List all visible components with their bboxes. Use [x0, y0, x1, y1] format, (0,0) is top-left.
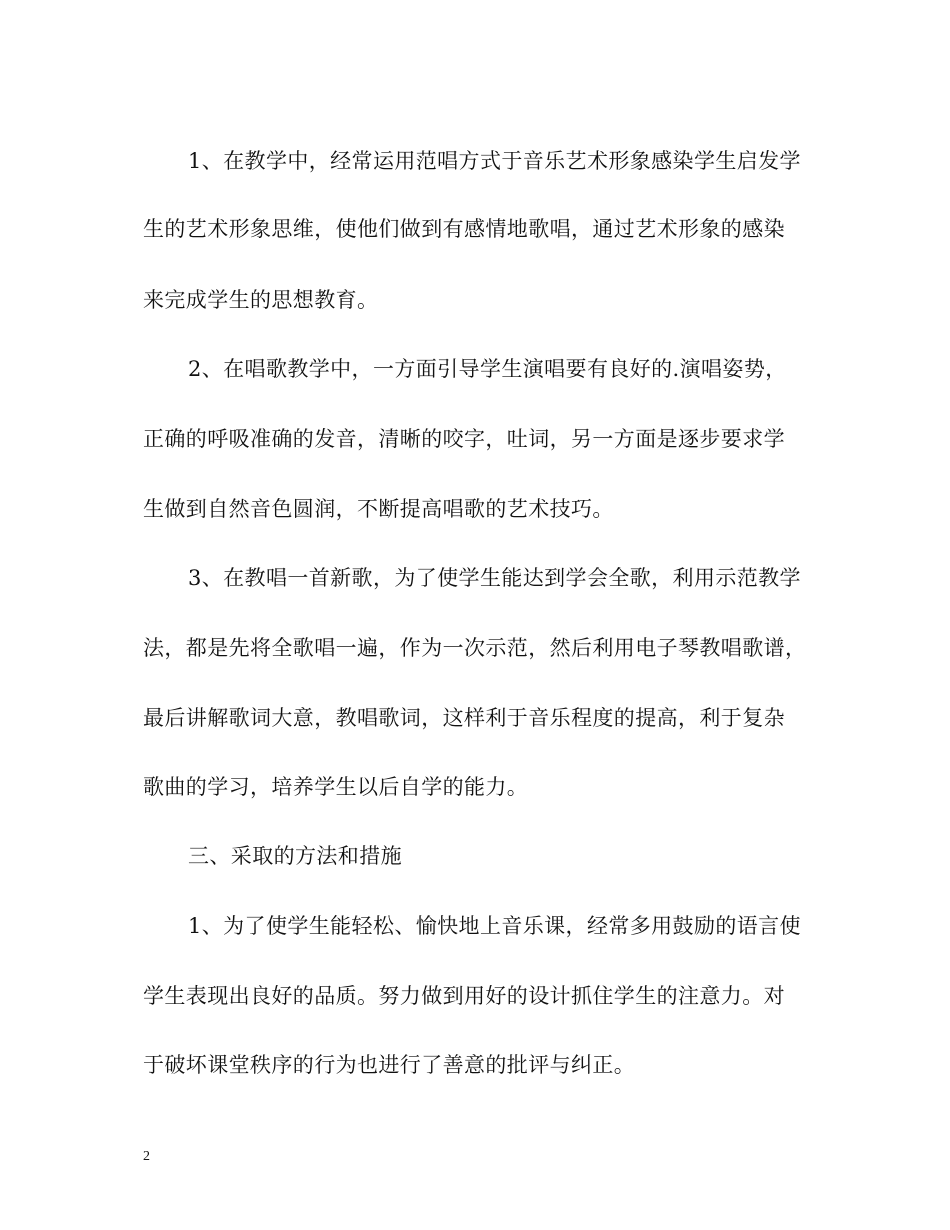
text-line: 学生表现出良好的品质。努力做到用好的设计抓住学生的注意力。对 [143, 984, 785, 1008]
text-line: 生做到自然音色圆润，不断提高唱歌的艺术技巧。 [143, 497, 614, 521]
text-line: 1、在教学中，经常运用范唱方式于音乐艺术形象感染学生启发学 [188, 149, 801, 173]
text-line: 法，都是先将全歌唱一遍，作为一次示范，然后利用电子琴教唱歌谱， [143, 636, 807, 660]
section-heading: 三、采取的方法和措施 [188, 844, 402, 868]
text-line: 2、在唱歌教学中，一方面引导学生演唱要有良好的.演唱姿势， [188, 357, 787, 381]
text-line: 生的艺术形象思维，使他们做到有感情地歌唱，通过艺术形象的感染 [143, 217, 785, 241]
page-number: 2 [143, 1149, 150, 1164]
text-line: 于破坏课堂秩序的行为也进行了善意的批评与纠正。 [143, 1053, 636, 1077]
text-line: 1、为了使学生能轻松、愉快地上音乐课，经常多用鼓励的语言使 [188, 914, 801, 938]
text-line: 最后讲解歌词大意，教唱歌词，这样利于音乐程度的提高，利于复杂 [143, 706, 785, 730]
text-line: 来完成学生的思想教育。 [143, 288, 379, 312]
text-line: 歌曲的学习，培养学生以后自学的能力。 [143, 775, 529, 799]
text-line: 正确的呼吸准确的发音，清晰的咬字，吐词，另一方面是逐步要求学 [143, 427, 785, 451]
text-line: 3、在教唱一首新歌，为了使学生能达到学会全歌，利用示范教学 [188, 566, 801, 590]
